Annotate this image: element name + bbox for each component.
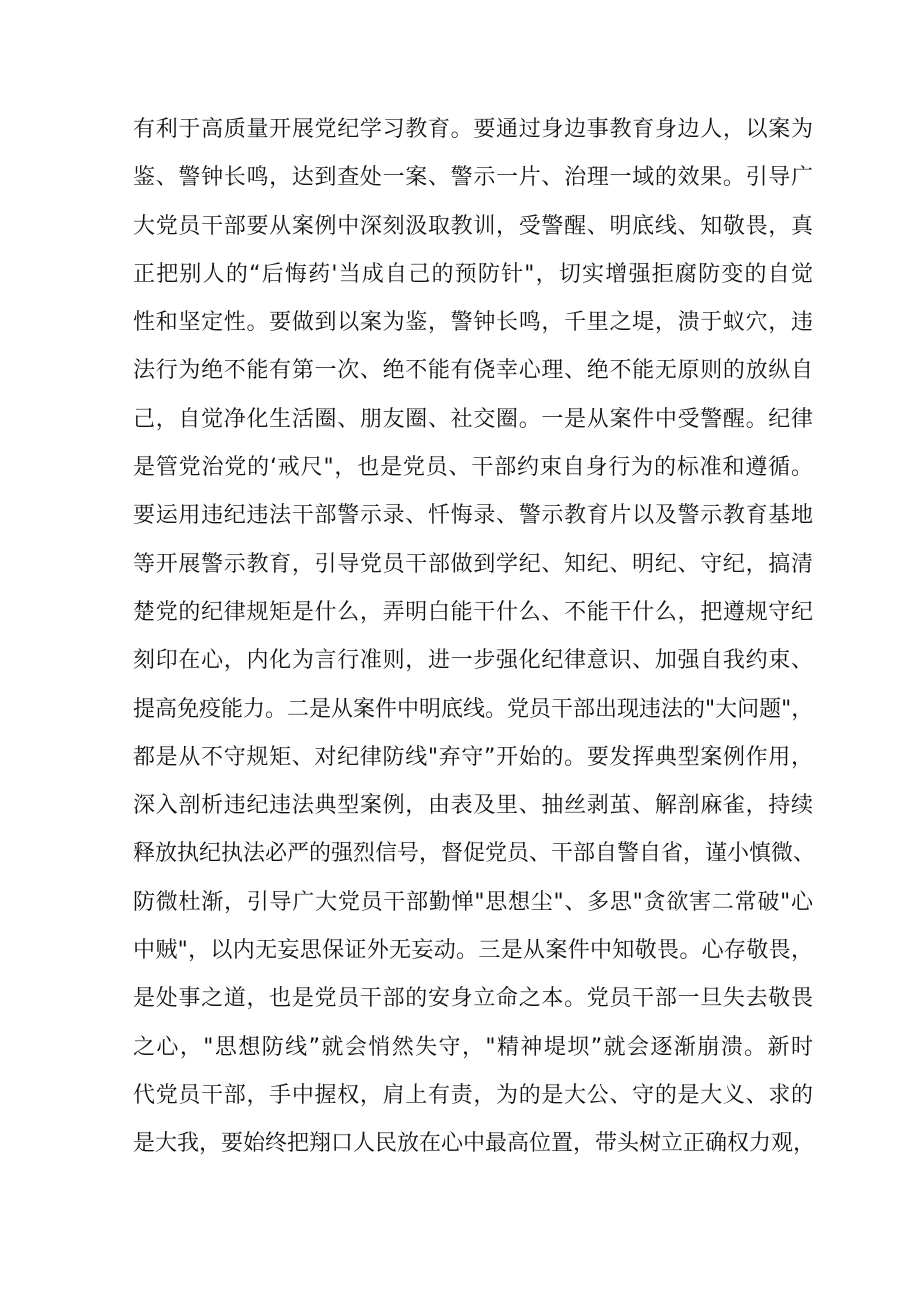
body-text bbox=[133, 106, 816, 1169]
text-line-10: 等开展警示教育，引导党员干部做到学纪、知纪、明纪、守纪，搞清 bbox=[133, 551, 813, 577]
text-line-11: 楚党的纪律规矩是什么，弄明白能干什么、不能干什么，把遵规守纪 bbox=[133, 599, 813, 625]
text-line-19: 是处事之道，也是党员干部的安身立命之本。党员干部一旦失去敬畏 bbox=[133, 986, 813, 1012]
text-line-8: 是管党治党的‘戒尺"，也是党员、干部约束自身行为的标准和遵循。 bbox=[133, 455, 813, 481]
text-line-2: 鉴、警钟长鸣，达到查处一案、警示一片、治理一域的效果。引导广 bbox=[133, 165, 813, 191]
text-line-21: 代党员干部，手中握权，肩上有责，为的是大公、守的是大义、求的 bbox=[133, 1082, 813, 1108]
text-line-22: 是大我，要始终把翔口人民放在心中最高位置，带头树立正确权力观， bbox=[133, 1131, 816, 1157]
text-line-5: 性和坚定性。要做到以案为鉴，警钟长鸣，千里之堤，溃于蚁穴，违 bbox=[133, 310, 813, 336]
text-line-18: 中贼"，以内无妄思保证外无妄动。三是从案件中知敬畏。心存敬畏， bbox=[133, 938, 813, 964]
text-line-13: 提高免疫能力。二是从案件中明底线。党员干部出现违法的"大问题"， bbox=[133, 696, 814, 722]
text-line-1: 有利于高质量开展党纪学习教育。要通过身边事教育身边人，以案为 bbox=[133, 117, 813, 142]
text-line-12: 刻印在心，内化为言行准则，进一步强化纪律意识、加强自我约束、 bbox=[133, 648, 813, 674]
text-line-20: 之心，"思想防线”就会悄然失守，"精神堤坝”就会逐渐崩溃。新时 bbox=[133, 1034, 813, 1060]
text-line-17: 防微杜渐，引导广大党员干部勤惮"思想尘"、多思"贪欲害二常破"心 bbox=[133, 889, 813, 915]
text-line-16: 释放执纪执法必严的强烈信号，督促党员、干部自警自省，谨小慎微、 bbox=[133, 841, 816, 867]
text-line-14: 都是从不守规矩、对纪律防线"弃守”开始的。要发挥典型案例作用， bbox=[133, 744, 813, 770]
text-line-7: 己，自觉净化生活圈、朋友圈、社交圈。一是从案件中受警醒。纪律 bbox=[133, 406, 813, 432]
text-line-15: 深入剖析违纪违法典型案例，由表及里、抽丝剥茧、解剖麻雀，持续 bbox=[133, 793, 813, 819]
text-line-4: 正把别人的“后悔药'当成自己的预防针"，切实增强拒腐防变的自觉 bbox=[133, 261, 813, 287]
text-line-6: 法行为绝不能有第一次、绝不能有侥幸心理、绝不能无原则的放纵自 bbox=[133, 358, 813, 384]
text-line-9: 要运用违纪违法干部警示录、忏悔录、警示教育片以及警示教育基地 bbox=[133, 503, 813, 529]
text-line-3: 大党员干部要从案例中深刻汲取教训，受警醒、明底线、知敬畏，真 bbox=[133, 213, 813, 239]
